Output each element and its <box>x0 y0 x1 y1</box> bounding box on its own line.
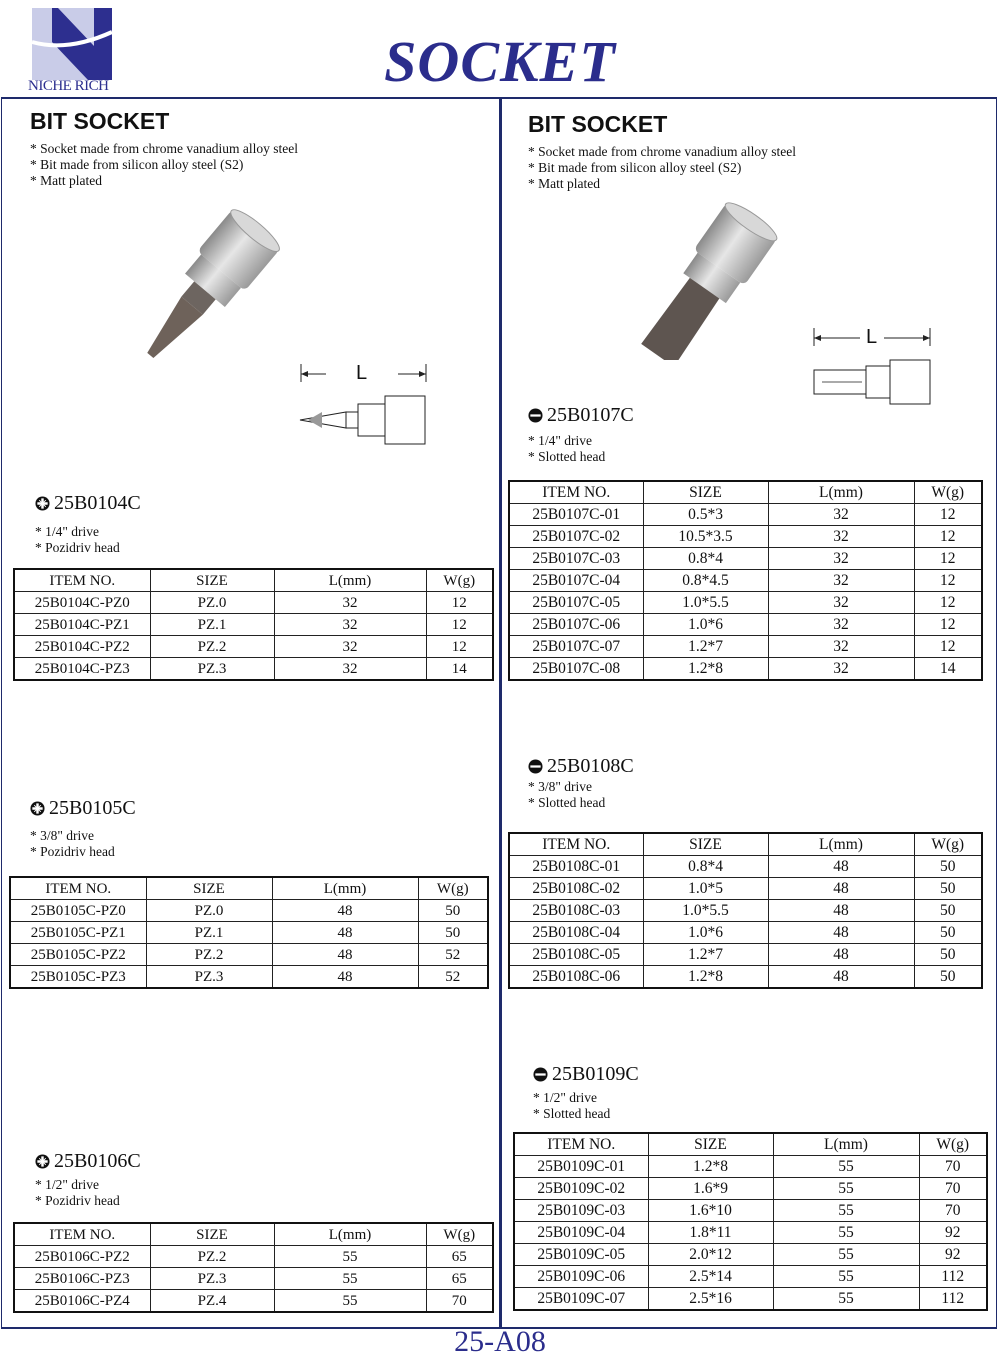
size: 1.2*8 <box>643 658 768 681</box>
size: PZ.1 <box>146 922 272 944</box>
weight: 52 <box>418 944 488 966</box>
table-row <box>14 592 493 614</box>
length: 32 <box>274 592 426 614</box>
length: 32 <box>274 636 426 658</box>
weight: 12 <box>914 526 982 548</box>
column-header: L(mm) <box>768 833 914 856</box>
spec-table-25b0109c <box>513 1132 988 1311</box>
spec-table-25b0107c <box>508 480 983 681</box>
right-section-title: BIT SOCKET <box>528 111 668 137</box>
table-header-row <box>10 877 488 900</box>
item-no: 25B0107C-02 <box>509 526 643 548</box>
item-no: 25B0109C-02 <box>514 1178 648 1200</box>
table-row <box>514 1178 987 1200</box>
length: 32 <box>768 504 914 526</box>
length: 32 <box>274 658 426 681</box>
length: 32 <box>274 614 426 636</box>
left-section-title: BIT SOCKET <box>30 108 170 134</box>
weight: 12 <box>914 592 982 614</box>
size: 1.0*5 <box>643 878 768 900</box>
spec-table-25b0106c <box>13 1222 494 1313</box>
product-code-25b0107c <box>528 404 634 427</box>
size: PZ.3 <box>146 966 272 989</box>
weight: 52 <box>418 966 488 989</box>
column-header: L(mm) <box>274 1223 426 1246</box>
item-no: 25B0104C-PZ3 <box>14 658 150 681</box>
weight: 65 <box>426 1268 493 1290</box>
spec-table-25b0105c <box>9 876 489 989</box>
table-row <box>509 526 982 548</box>
item-no: 25B0106C-PZ4 <box>14 1290 150 1313</box>
length: 32 <box>768 636 914 658</box>
item-no: 25B0107C-08 <box>509 658 643 681</box>
table-header-row <box>509 833 982 856</box>
note: * 3/8" drive <box>528 779 592 794</box>
weight: 14 <box>426 658 493 681</box>
length: 48 <box>272 922 418 944</box>
item-no: 25B0104C-PZ2 <box>14 636 150 658</box>
column-header: ITEM NO. <box>514 1133 648 1156</box>
weight: 12 <box>426 592 493 614</box>
length: 48 <box>768 966 914 989</box>
column-header: L(mm) <box>274 569 426 592</box>
weight: 70 <box>426 1290 493 1313</box>
table-row <box>14 1268 493 1290</box>
size: PZ.4 <box>150 1290 274 1313</box>
column-header: ITEM NO. <box>14 569 150 592</box>
pozidriv-icon <box>30 801 45 816</box>
table-row <box>514 1244 987 1266</box>
table-row <box>509 900 982 922</box>
size: 1.6*9 <box>648 1178 773 1200</box>
length: 55 <box>274 1268 426 1290</box>
size: PZ.0 <box>150 592 274 614</box>
column-header: L(mm) <box>272 877 418 900</box>
weight: 12 <box>426 614 493 636</box>
spec-table-25b0104c <box>13 568 494 681</box>
item-no: 25B0109C-04 <box>514 1222 648 1244</box>
note: * Slotted head <box>528 795 606 810</box>
weight: 12 <box>914 614 982 636</box>
dimension-label: L <box>866 326 878 348</box>
table-row <box>10 944 488 966</box>
weight: 50 <box>914 856 982 878</box>
brand-name: NICHE RICH <box>28 78 109 94</box>
page-number: 25-A08 <box>454 1325 546 1358</box>
size: 0.5*3 <box>643 504 768 526</box>
column-header: SIZE <box>150 1223 274 1246</box>
item-no: 25B0105C-PZ2 <box>10 944 146 966</box>
table-row <box>514 1156 987 1178</box>
item-no: 25B0105C-PZ3 <box>10 966 146 989</box>
table-row <box>514 1200 987 1222</box>
column-header: L(mm) <box>768 481 914 504</box>
length: 55 <box>773 1288 919 1311</box>
size: PZ.3 <box>150 658 274 681</box>
item-no: 25B0105C-PZ0 <box>10 900 146 922</box>
length: 48 <box>768 900 914 922</box>
item-no: 25B0107C-01 <box>509 504 643 526</box>
table-row <box>10 922 488 944</box>
feature-item: * Bit made from silicon alloy steel (S2) <box>30 157 244 172</box>
column-header: W(g) <box>426 1223 493 1246</box>
note: * Slotted head <box>528 449 606 464</box>
weight: 50 <box>914 922 982 944</box>
item-no: 25B0108C-02 <box>509 878 643 900</box>
size: 1.0*5.5 <box>643 900 768 922</box>
column-header: SIZE <box>643 833 768 856</box>
product-code-25b0105c <box>30 797 136 820</box>
length: 48 <box>768 922 914 944</box>
product-code: 25B0106C <box>54 1150 141 1172</box>
length: 32 <box>768 614 914 636</box>
table-header-row <box>509 481 982 504</box>
length: 48 <box>272 966 418 989</box>
size: 0.8*4.5 <box>643 570 768 592</box>
slotted-icon <box>528 759 543 774</box>
note: * 1/2" drive <box>35 1177 99 1192</box>
item-no: 25B0109C-07 <box>514 1288 648 1311</box>
feature-item: * Bit made from silicon alloy steel (S2) <box>528 160 742 175</box>
length: 48 <box>272 900 418 922</box>
item-no: 25B0108C-01 <box>509 856 643 878</box>
product-notes <box>533 1090 610 1122</box>
length: 55 <box>773 1200 919 1222</box>
weight: 12 <box>914 570 982 592</box>
length: 48 <box>768 856 914 878</box>
length: 48 <box>768 878 914 900</box>
size: 1.0*6 <box>643 614 768 636</box>
table-header-row <box>14 569 493 592</box>
size: 1.0*5.5 <box>643 592 768 614</box>
pozidriv-bit-socket-photo <box>90 205 280 365</box>
feature-item: * Matt plated <box>528 176 600 191</box>
size: 2.5*16 <box>648 1288 773 1311</box>
item-no: 25B0107C-03 <box>509 548 643 570</box>
length: 32 <box>768 592 914 614</box>
table-row <box>509 636 982 658</box>
item-no: 25B0106C-PZ3 <box>14 1268 150 1290</box>
product-code: 25B0109C <box>552 1063 639 1085</box>
table-row <box>14 636 493 658</box>
column-divider <box>499 97 502 1329</box>
weight: 12 <box>914 504 982 526</box>
table-row <box>10 966 488 989</box>
weight: 14 <box>914 658 982 681</box>
size: 0.8*4 <box>643 548 768 570</box>
item-no: 25B0109C-01 <box>514 1156 648 1178</box>
column-header: ITEM NO. <box>10 877 146 900</box>
product-notes <box>35 1177 120 1209</box>
table-row <box>509 922 982 944</box>
item-no: 25B0104C-PZ1 <box>14 614 150 636</box>
product-code: 25B0105C <box>49 797 136 819</box>
size: PZ.2 <box>146 944 272 966</box>
table-row <box>509 548 982 570</box>
product-code-25b0106c <box>35 1150 141 1173</box>
column-header: W(g) <box>919 1133 987 1156</box>
feature-item: * Socket made from chrome vanadium alloy steel <box>528 144 797 159</box>
note: * 3/8" drive <box>30 828 94 843</box>
weight: 50 <box>914 944 982 966</box>
weight: 92 <box>919 1244 987 1266</box>
size: 10.5*3.5 <box>643 526 768 548</box>
table-row <box>509 878 982 900</box>
column-header: SIZE <box>146 877 272 900</box>
column-header: ITEM NO. <box>509 481 643 504</box>
item-no: 25B0107C-07 <box>509 636 643 658</box>
item-no: 25B0109C-03 <box>514 1200 648 1222</box>
column-header: W(g) <box>914 833 982 856</box>
weight: 70 <box>919 1178 987 1200</box>
pozidriv-icon <box>35 496 50 511</box>
weight: 50 <box>914 966 982 989</box>
weight: 70 <box>919 1200 987 1222</box>
column-header: ITEM NO. <box>509 833 643 856</box>
size: 2.0*12 <box>648 1244 773 1266</box>
note: * 1/4" drive <box>35 524 99 539</box>
size: 1.6*10 <box>648 1200 773 1222</box>
product-notes <box>30 828 115 860</box>
size: 1.2*7 <box>643 636 768 658</box>
product-notes <box>528 779 605 811</box>
item-no: 25B0108C-03 <box>509 900 643 922</box>
note: * Pozidriv head <box>35 1193 120 1208</box>
item-no: 25B0108C-06 <box>509 966 643 989</box>
table-row <box>14 1246 493 1268</box>
dimension-label: L <box>356 362 368 384</box>
table-row <box>14 658 493 681</box>
page-title: SOCKET <box>384 29 616 94</box>
pozidriv-icon <box>35 1154 50 1169</box>
table-row <box>514 1266 987 1288</box>
weight: 92 <box>919 1222 987 1244</box>
size: PZ.3 <box>150 1268 274 1290</box>
size: 1.0*6 <box>643 922 768 944</box>
product-code: 25B0108C <box>547 755 634 777</box>
size: 2.5*14 <box>648 1266 773 1288</box>
size: PZ.2 <box>150 636 274 658</box>
length: 55 <box>773 1156 919 1178</box>
table-row <box>14 1290 493 1313</box>
weight: 50 <box>914 900 982 922</box>
weight: 112 <box>919 1266 987 1288</box>
size: PZ.2 <box>150 1246 274 1268</box>
table-row <box>509 856 982 878</box>
note: * 1/2" drive <box>533 1090 597 1105</box>
weight: 70 <box>919 1156 987 1178</box>
table-row <box>514 1288 987 1311</box>
table-row <box>509 658 982 681</box>
feature-item: * Matt plated <box>30 173 102 188</box>
length: 32 <box>768 526 914 548</box>
column-header: W(g) <box>426 569 493 592</box>
column-header: SIZE <box>150 569 274 592</box>
column-header: W(g) <box>914 481 982 504</box>
weight: 12 <box>914 636 982 658</box>
table-row <box>10 900 488 922</box>
note: * 1/4" drive <box>528 433 592 448</box>
feature-item: * Socket made from chrome vanadium alloy steel <box>30 141 299 156</box>
table-row <box>509 592 982 614</box>
right-feature-list <box>528 144 796 192</box>
size: PZ.1 <box>150 614 274 636</box>
item-no: 25B0107C-04 <box>509 570 643 592</box>
length: 55 <box>773 1266 919 1288</box>
item-no: 25B0109C-06 <box>514 1266 648 1288</box>
length: 55 <box>773 1222 919 1244</box>
item-no: 25B0108C-04 <box>509 922 643 944</box>
item-no: 25B0108C-05 <box>509 944 643 966</box>
length: 55 <box>773 1244 919 1266</box>
item-no: 25B0107C-05 <box>509 592 643 614</box>
slotted-icon <box>528 408 543 423</box>
weight: 50 <box>418 922 488 944</box>
table-row <box>509 570 982 592</box>
length: 55 <box>274 1246 426 1268</box>
weight: 50 <box>914 878 982 900</box>
table-row <box>514 1222 987 1244</box>
product-notes <box>528 433 605 465</box>
table-row <box>509 944 982 966</box>
length: 32 <box>768 658 914 681</box>
table-header-row <box>514 1133 987 1156</box>
product-notes <box>35 524 120 556</box>
column-header: SIZE <box>643 481 768 504</box>
table-row <box>509 504 982 526</box>
length: 32 <box>768 548 914 570</box>
weight: 112 <box>919 1288 987 1311</box>
product-code-25b0104c <box>35 492 141 515</box>
weight: 12 <box>914 548 982 570</box>
product-code: 25B0107C <box>547 404 634 426</box>
item-no: 25B0105C-PZ1 <box>10 922 146 944</box>
size: PZ.0 <box>146 900 272 922</box>
length: 55 <box>773 1178 919 1200</box>
size: 0.8*4 <box>643 856 768 878</box>
size: 1.8*11 <box>648 1222 773 1244</box>
size: 1.2*8 <box>643 966 768 989</box>
product-code: 25B0104C <box>54 492 141 514</box>
length: 32 <box>768 570 914 592</box>
note: * Pozidriv head <box>30 844 115 859</box>
column-header: L(mm) <box>773 1133 919 1156</box>
table-header-row <box>14 1223 493 1246</box>
slotted-bit-socket-photo <box>590 200 780 360</box>
size: 1.2*7 <box>643 944 768 966</box>
item-no: 25B0107C-06 <box>509 614 643 636</box>
length: 48 <box>768 944 914 966</box>
weight: 65 <box>426 1246 493 1268</box>
spec-table-25b0108c <box>508 832 983 989</box>
item-no: 25B0106C-PZ2 <box>14 1246 150 1268</box>
left-feature-list <box>30 141 298 189</box>
product-code-25b0108c <box>528 755 634 778</box>
size: 1.2*8 <box>648 1156 773 1178</box>
slotted-icon <box>533 1067 548 1082</box>
column-header: W(g) <box>418 877 488 900</box>
note: * Slotted head <box>533 1106 611 1121</box>
length: 48 <box>272 944 418 966</box>
column-header: ITEM NO. <box>14 1223 150 1246</box>
table-row <box>509 966 982 989</box>
item-no: 25B0104C-PZ0 <box>14 592 150 614</box>
weight: 50 <box>418 900 488 922</box>
length: 55 <box>274 1290 426 1313</box>
item-no: 25B0109C-05 <box>514 1244 648 1266</box>
table-row <box>509 614 982 636</box>
weight: 12 <box>426 636 493 658</box>
column-header: SIZE <box>648 1133 773 1156</box>
product-code-25b0109c <box>533 1063 639 1086</box>
note: * Pozidriv head <box>35 540 120 555</box>
table-row <box>14 614 493 636</box>
